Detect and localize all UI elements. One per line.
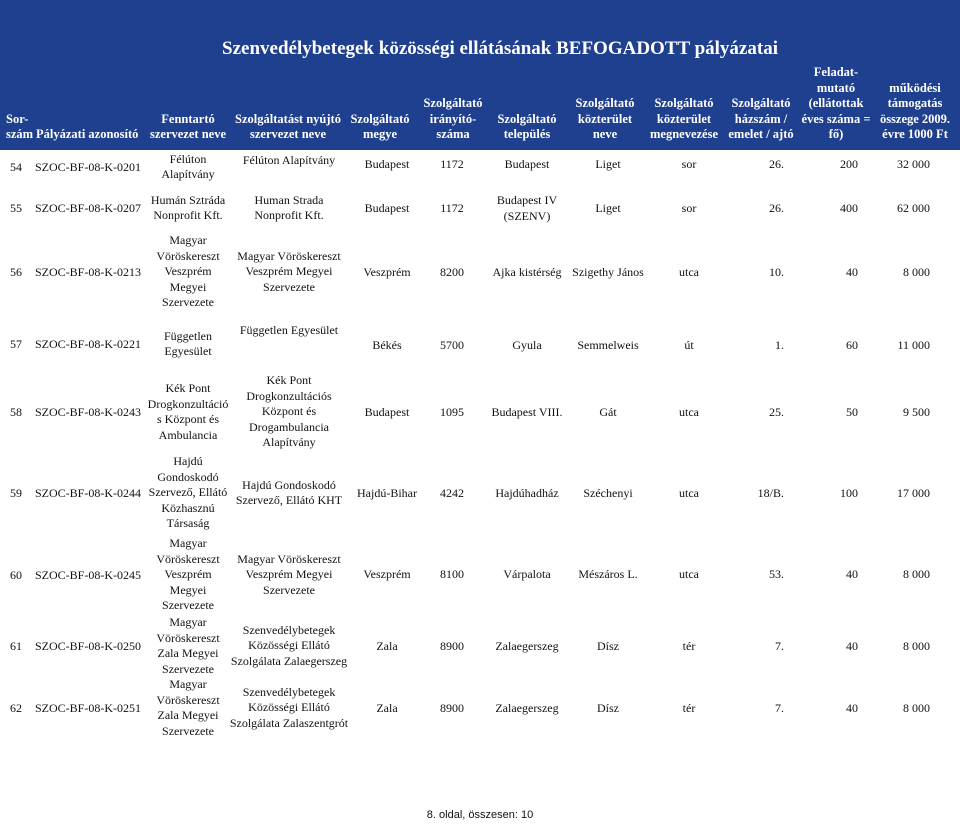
cell-azon: SZOC-BF-08-K-0251 <box>35 701 142 715</box>
cell-haz: 53. <box>769 567 784 581</box>
cell-kozt_tip: tér <box>682 701 696 715</box>
cell-kozt_tip: utca <box>679 405 699 419</box>
header-kozterulet_megnev: megnevezése <box>649 127 719 141</box>
cell-fm: 40 <box>846 567 858 581</box>
header-megye: megye <box>362 127 397 141</box>
cell-nyujto: Szolgálata Zalaszentgrót <box>229 715 349 730</box>
cell-sor: 55 <box>10 201 22 215</box>
cell-kozt_tip: út <box>684 338 694 352</box>
cell-fenntarto: Zala Megyei <box>157 646 219 660</box>
cell-telepules: Várpalota <box>503 567 551 581</box>
cell-telepules: Zalaegerszeg <box>495 639 559 653</box>
header-tamogatas: működési <box>889 80 941 95</box>
cell-tam: 8 000 <box>903 701 930 715</box>
cell-fenntarto: Vöröskereszt <box>156 551 220 566</box>
cell-sor: 54 <box>10 160 22 174</box>
cell-azon: SZOC-BF-08-K-0201 <box>35 160 142 174</box>
header-kozterulet_neve: közterület <box>577 111 633 126</box>
cell-kozt_nev: Széchenyi <box>583 486 633 500</box>
cell-tam: 62 000 <box>897 201 930 215</box>
cell-haz: 25. <box>769 405 784 419</box>
header-feladatmutato: mutató <box>816 80 856 95</box>
cell-fenntarto: Szervező, Ellátó <box>148 485 228 500</box>
cell-nyujto: Magyar Vöröskereszt <box>237 248 341 263</box>
cell-irsz: 8100 <box>440 567 464 581</box>
cell-fenntarto: Szervezete <box>162 295 214 310</box>
header-fenntarto: szervezet neve <box>150 127 226 141</box>
cell-fenntarto: Alapítvány <box>161 167 215 181</box>
cell-fenntarto: Szervezete <box>162 723 214 738</box>
cell-haz: 10. <box>769 265 784 279</box>
cell-fm: 100 <box>840 486 858 500</box>
cell-fenntarto: Vöröskereszt <box>156 692 220 707</box>
cell-nyujto: Szervezete <box>263 582 315 597</box>
cell-nyujto: Drogkonzultációs <box>246 388 332 403</box>
cell-fenntarto: Félúton <box>169 151 207 166</box>
header-nyujto: szervezet neve <box>250 127 326 141</box>
header-iranyito: irányító- <box>429 111 477 126</box>
cell-fenntarto: Zala Megyei <box>157 708 219 722</box>
header-feladatmutato: Feladat- <box>813 65 859 79</box>
cell-nyujto: Független Egyesület <box>239 323 339 337</box>
cell-fenntarto: Veszprém <box>164 264 212 279</box>
cell-irsz: 5700 <box>440 338 464 352</box>
header-tamogatas: összege 2009. <box>879 111 951 126</box>
cell-irsz: 1172 <box>440 157 464 171</box>
cell-fenntarto: Humán Sztráda <box>150 192 226 207</box>
cell-fenntarto: Magyar <box>169 615 207 629</box>
cell-irsz: 8200 <box>440 265 464 279</box>
cell-irsz: 1095 <box>440 405 464 419</box>
cell-kozt_nev: Gát <box>599 405 617 419</box>
cell-telepules: Hajdúhadház <box>495 486 559 500</box>
cell-nyujto: Veszprém Megyei <box>245 567 333 582</box>
cell-haz: 7. <box>775 701 784 715</box>
page-footer: 8. oldal, összesen: 10 <box>426 809 534 821</box>
cell-megye: Zala <box>376 701 398 715</box>
cell-fenntarto: Magyar <box>169 233 207 248</box>
cell-megye: Békés <box>372 338 402 352</box>
cell-megye: Budapest <box>364 201 410 215</box>
cell-fenntarto: s Központ és <box>157 412 219 426</box>
cell-nyujto: Szenvedélybetegek <box>242 684 336 699</box>
cell-megye: Budapest <box>364 157 410 171</box>
cell-megye: Veszprém <box>363 265 411 279</box>
header-kozterulet_neve: Szolgáltató <box>575 96 635 110</box>
cell-tam: 8 000 <box>903 639 930 653</box>
cell-nyujto: Központ és <box>261 404 317 419</box>
cell-nyujto: Nonprofit Kft. <box>254 208 324 222</box>
cell-sor: 59 <box>10 486 22 500</box>
cell-kozt_tip: utca <box>679 567 699 581</box>
cell-nyujto: Veszprém Megyei <box>245 264 333 279</box>
cell-nyujto: Félúton Alapítvány <box>242 153 336 167</box>
cell-kozt_nev: Liget <box>595 157 621 171</box>
cell-nyujto: Alapítvány <box>262 435 316 450</box>
cell-haz: 18/B. <box>757 486 784 500</box>
cell-fenntarto: Független <box>164 328 212 343</box>
cell-fenntarto: Megyei <box>169 279 207 294</box>
cell-fm: 40 <box>846 639 858 653</box>
cell-haz: 1. <box>775 338 784 352</box>
cell-tam: 8 000 <box>903 567 930 581</box>
cell-kozt_nev: Dísz <box>597 639 619 653</box>
cell-kozt_nev: Dísz <box>597 701 619 715</box>
cell-telepules: Zalaegerszeg <box>495 701 559 715</box>
cell-sor: 58 <box>10 405 22 419</box>
header-feladatmutato: fő) <box>828 127 844 141</box>
cell-fenntarto: Vöröskereszt <box>156 630 220 645</box>
header-kozterulet_neve: neve <box>592 127 618 141</box>
cell-kozt_nev: Liget <box>595 201 621 215</box>
header-nyujto: Szolgáltatást nyújtó <box>235 111 341 126</box>
header-kozterulet_megnev: Szolgáltató <box>654 96 714 110</box>
cell-fenntarto: Magyar <box>169 536 207 551</box>
cell-haz: 26. <box>769 157 784 171</box>
cell-megye: Hajdú-Bihar <box>357 486 417 500</box>
header-tamogatas: támogatás <box>887 96 943 110</box>
cell-fm: 50 <box>846 405 858 419</box>
cell-kozt_tip: sor <box>681 201 697 215</box>
cell-irsz: 4242 <box>440 486 464 500</box>
header-sorszam: Sor- <box>6 111 29 126</box>
cell-fenntarto: Hajdú <box>173 454 203 469</box>
cell-fenntarto: Gondoskodó <box>157 469 219 484</box>
header-telepules: Szolgáltató <box>497 111 557 126</box>
cell-sor: 60 <box>10 568 22 582</box>
header-hazszam: emelet / ajtó <box>728 127 794 141</box>
cell-nyujto: Hajdú Gondoskodó <box>242 477 336 492</box>
cell-sor: 57 <box>10 337 22 351</box>
cell-kozt_nev: Mészáros L. <box>578 567 638 581</box>
cell-nyujto: Közösségi Ellátó <box>248 700 330 715</box>
cell-tam: 9 500 <box>903 405 930 419</box>
cell-megye: Veszprém <box>363 567 411 581</box>
cell-tam: 8 000 <box>903 265 930 279</box>
cell-kozt_tip: sor <box>681 157 697 171</box>
cell-nyujto: Human Strada <box>254 192 324 207</box>
cell-fenntarto: Kék Pont <box>165 381 211 395</box>
cell-telepules: Gyula <box>512 338 542 352</box>
cell-nyujto: Szolgálata Zalaegerszeg <box>230 653 348 668</box>
cell-fenntarto: Ambulancia <box>158 427 218 442</box>
cell-telepules: (SZENV) <box>503 208 551 223</box>
cell-kozt_tip: utca <box>679 265 699 279</box>
cell-fenntarto: Magyar <box>169 677 207 691</box>
cell-azon: SZOC-BF-08-K-0243 <box>35 405 142 419</box>
header-megye: Szolgáltató <box>350 111 410 126</box>
cell-fenntarto: Vöröskereszt <box>156 248 220 263</box>
cell-fenntarto: Szervezete <box>162 661 214 676</box>
cell-haz: 7. <box>775 639 784 653</box>
cell-irsz: 8900 <box>440 639 464 653</box>
cell-telepules: Budapest VIII. <box>491 405 563 419</box>
cell-sor: 62 <box>10 701 22 715</box>
cell-azon: SZOC-BF-08-K-0250 <box>35 639 142 653</box>
header-hazszam: Szolgáltató <box>731 96 791 110</box>
cell-kozt_nev: Szigethy János <box>572 265 644 279</box>
cell-fm: 400 <box>840 201 858 215</box>
cell-fm: 200 <box>840 157 858 171</box>
cell-megye: Budapest <box>364 405 410 419</box>
header-kozterulet_megnev: közterület <box>656 111 712 126</box>
cell-azon: SZOC-BF-08-K-0213 <box>35 265 142 279</box>
cell-tam: 32 000 <box>897 157 930 171</box>
cell-fenntarto: Szervezete <box>162 598 214 613</box>
cell-fenntarto: Drogkonzultáció <box>147 396 229 411</box>
cell-fenntarto: Egyesület <box>164 344 212 358</box>
cell-fm: 40 <box>846 265 858 279</box>
cell-fenntarto: Közhasznú <box>161 500 215 515</box>
header-fenntarto: Fenntartó <box>161 111 215 126</box>
cell-fm: 60 <box>846 338 858 352</box>
cell-fenntarto: Veszprém <box>164 567 212 582</box>
cell-telepules: Budapest IV <box>496 193 558 208</box>
cell-kozt_nev: Semmelweis <box>577 338 639 352</box>
cell-fenntarto: Nonprofit Kft. <box>153 208 223 222</box>
cell-tam: 17 000 <box>897 486 930 500</box>
cell-nyujto: Kék Pont <box>266 373 312 388</box>
cell-haz: 26. <box>769 201 784 215</box>
cell-nyujto: Szervező, Ellátó KHT <box>235 493 343 507</box>
cell-azon: SZOC-BF-08-K-0244 <box>35 486 142 500</box>
header-feladatmutato: (ellátottak <box>808 96 864 110</box>
cell-fenntarto: Társaság <box>166 516 210 531</box>
cell-azon: SZOC-BF-08-K-0245 <box>35 568 142 582</box>
cell-nyujto: Magyar Vöröskereszt <box>237 551 341 566</box>
cell-azon: SZOC-BF-08-K-0221 <box>35 337 142 351</box>
header-iranyito: száma <box>436 127 470 141</box>
cell-irsz: 8900 <box>440 701 464 715</box>
cell-fenntarto: Megyei <box>169 582 207 597</box>
cell-sor: 56 <box>10 265 22 279</box>
header-azonosito: Pályázati azonosító <box>36 127 139 141</box>
cell-nyujto: Szenvedélybetegek <box>242 622 336 637</box>
cell-azon: SZOC-BF-08-K-0207 <box>35 201 142 215</box>
header-hazszam: házszám / <box>734 111 788 126</box>
cell-tam: 11 000 <box>897 338 930 352</box>
header-tamogatas: évre 1000 Ft <box>882 127 948 141</box>
cell-sor: 61 <box>10 639 22 653</box>
cell-telepules: Budapest <box>504 157 550 171</box>
header-feladatmutato: éves száma = <box>801 111 871 126</box>
cell-fm: 40 <box>846 701 858 715</box>
header-sorszam: szám <box>6 127 34 141</box>
cell-nyujto: Drogambulancia <box>249 419 329 434</box>
cell-irsz: 1172 <box>440 201 464 215</box>
cell-nyujto: Szervezete <box>263 279 315 294</box>
page-title: Szenvedélybetegek közösségi ellátásának BEFOGADOTT pályázatai <box>222 38 778 59</box>
header-telepules: település <box>503 127 551 141</box>
cell-kozt_tip: tér <box>682 639 696 653</box>
cell-nyujto: Közösségi Ellátó <box>248 638 330 653</box>
cell-telepules: Ajka kistérség <box>492 265 562 279</box>
cell-megye: Zala <box>376 639 398 653</box>
cell-kozt_tip: utca <box>679 486 699 500</box>
header-iranyito: Szolgáltató <box>423 96 483 110</box>
